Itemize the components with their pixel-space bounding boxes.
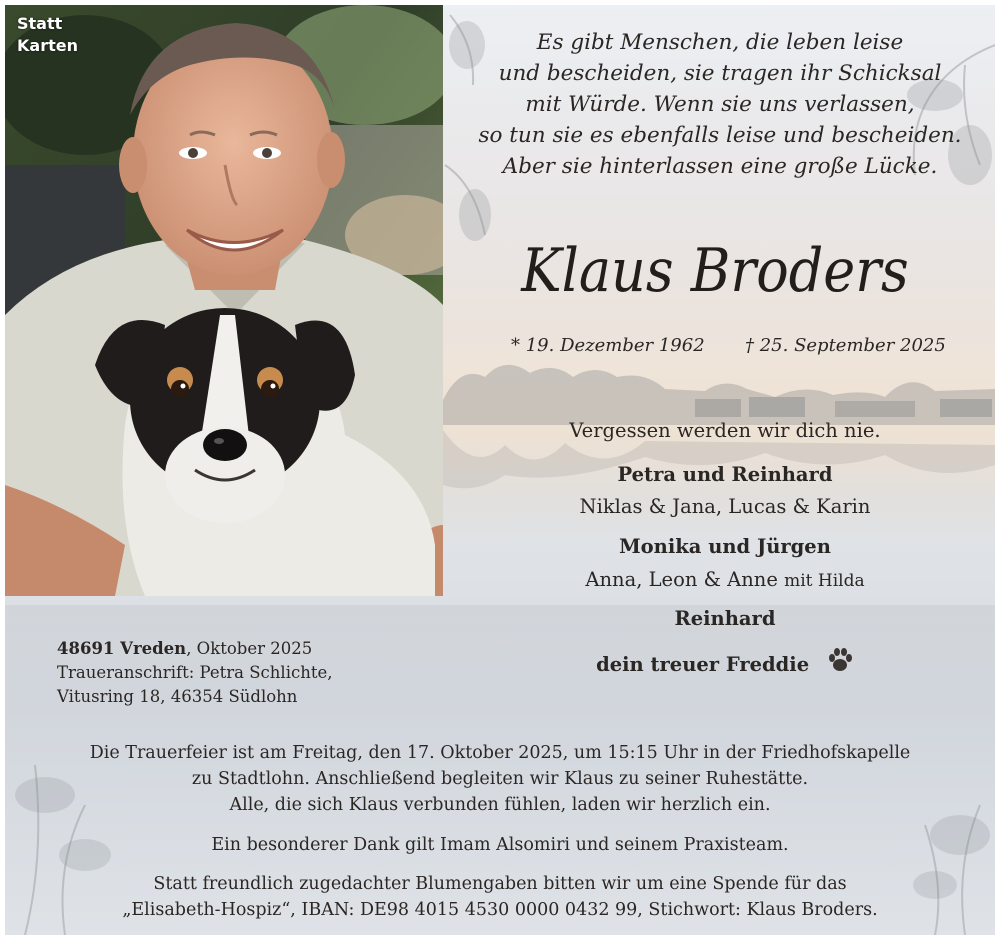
pet-label: dein treuer Freddie xyxy=(596,653,810,676)
life-dates xyxy=(445,335,995,365)
mourner-group-1-title: Petra und Reinhard xyxy=(617,463,833,486)
location-line xyxy=(57,637,332,661)
deceased-name: Klaus Broders xyxy=(521,236,909,306)
mourner-group-2-members-row xyxy=(445,568,995,591)
mourner-group-3: Reinhard xyxy=(674,607,776,630)
statt-line: Statt xyxy=(17,14,63,33)
quote-line: so tun sie es ebenfalls leise und bescheiden. xyxy=(478,123,962,148)
funeral-line-1: Die Trauerfeier ist am Freitag, den 17. Oktober 2025, um 15:15 Uhr in der Friedhofskapelle xyxy=(89,743,911,763)
death-date: † 25. September 2025 xyxy=(745,335,946,356)
statt-karten-label xyxy=(17,13,78,57)
farewell-line: Vergessen werden wir dich nie. xyxy=(569,419,881,442)
mourner-group-1-members: Niklas & Jana, Lucas & Karin xyxy=(579,495,871,518)
mourner-group-2-title: Monika und Jürgen xyxy=(619,535,831,558)
obituary-card xyxy=(5,5,995,935)
address-line-1: Traueranschrift: Petra Schlichte, xyxy=(57,663,333,682)
address-line-2: Vitusring 18, 46354 Südlohn xyxy=(57,687,298,706)
memorial-quote xyxy=(445,27,995,182)
birth-date: * 19. Dezember 1962 xyxy=(511,335,705,356)
paw-print-icon xyxy=(826,647,854,673)
donation-line-1: Statt freundlich zugedachter Blumengaben bitten wir um eine Spende für das xyxy=(153,874,847,894)
quote-line: Es gibt Menschen, die leben leise xyxy=(536,30,904,55)
quote-line: und bescheiden, sie tragen ihr Schicksal xyxy=(498,61,942,86)
pet-row xyxy=(445,647,995,676)
quote-line: Aber sie hinterlassen eine große Lücke. xyxy=(502,154,938,179)
thanks-line: Ein besonderer Dank gilt Imam Alsomiri und seinem Praxisteam. xyxy=(211,835,789,855)
location-date: , Oktober 2025 xyxy=(186,639,313,658)
location-block xyxy=(57,637,332,709)
mourner-group-2-extra: mit Hilda xyxy=(784,571,865,591)
karten-line: Karten xyxy=(17,36,78,55)
city: 48691 Vreden xyxy=(57,639,187,658)
funeral-line-2: zu Stadtlohn. Anschließend begleiten wir Klaus zu seiner Ruhestätte. xyxy=(191,769,809,789)
mourner-group-2-members: Anna, Leon & Anne xyxy=(585,568,778,591)
donation-line-2: „Elisabeth-Hospiz“, IBAN: DE98 4015 4530 0000 0432 99, Stichwort: Klaus Broders. xyxy=(122,900,878,920)
funeral-line-3: Alle, die sich Klaus verbunden fühlen, laden wir herzlich ein. xyxy=(229,795,771,815)
quote-line: mit Würde. Wenn sie uns verlassen, xyxy=(525,92,915,117)
portrait-photo xyxy=(5,5,443,596)
